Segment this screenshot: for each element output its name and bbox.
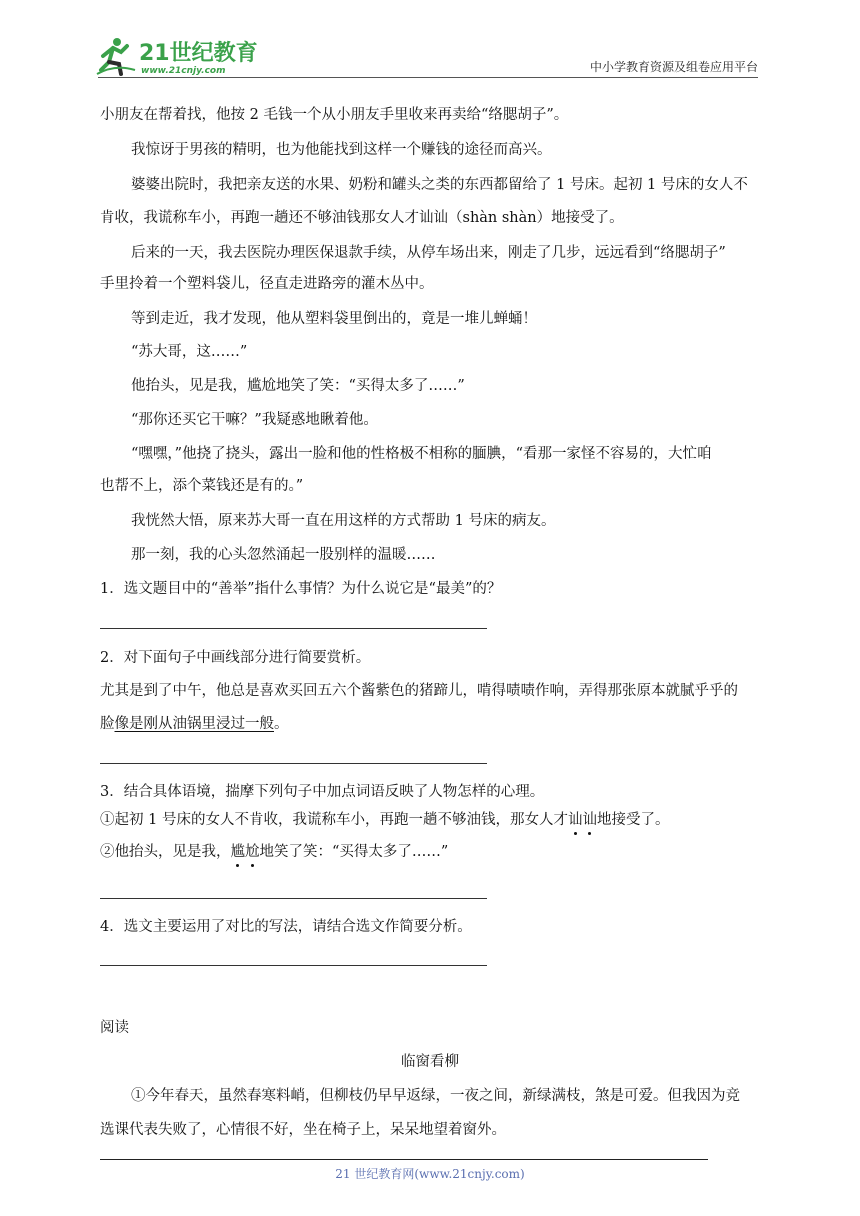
passage-line: “苏大哥，这……” xyxy=(131,344,248,360)
passage-line: 手里拎着一个塑料袋儿，径直走进路旁的灌木丛中。 xyxy=(100,276,434,292)
site-logo xyxy=(95,34,265,78)
question-2-sentence: 尤其是到了中午，他总是喜欢买回五六个酱紫色的猪蹄儿，啃得啧啧作响，弄得那张原本就腻乎乎的 xyxy=(100,683,738,699)
passage-line: 后来的一天，我去医院办理医保退款手续，从停车场出来，刚走了几步，远远看到“络腮胡子” xyxy=(131,245,726,261)
question-1: 1．选文题目中的“善举”指什么事情？为什么说它是“最美”的？ xyxy=(100,581,502,597)
reading-paragraph-line: 选课代表失败了，心情很不好，坐在椅子上，呆呆地望着窗外。 xyxy=(100,1122,506,1138)
reading-label: 阅读 xyxy=(100,1020,129,1036)
passage-line: 我恍然大悟，原来苏大哥一直在用这样的方式帮助 1 号床的病友。 xyxy=(131,513,556,529)
header-platform-text: 中小学教育资源及组卷应用平台 xyxy=(589,60,758,74)
header-divider xyxy=(98,77,758,78)
runner-icon xyxy=(97,38,135,74)
footer-link[interactable]: 21 世纪教育网(www.21cnjy.com) xyxy=(335,1167,525,1181)
dotted-char: 尬 xyxy=(245,844,260,860)
question-4: 4．选文主要运用了对比的写法，请结合选文作简要分析。 xyxy=(100,919,472,935)
passage-line: 他抬头，见是我，尴尬地笑了笑：“买得太多了……” xyxy=(131,378,465,394)
passage-line: 婆婆出院时，我把亲友送的水果、奶粉和罐头之类的东西都留给了 1 号床。起初 1 号床的女人不 xyxy=(131,177,748,193)
passage-line: 那一刻，我的心头忽然涌起一股别样的温暖…… xyxy=(131,547,436,563)
dotted-char: 尴 xyxy=(230,844,245,860)
passage-line: “那你还买它干嘛？”我疑惑地瞅着他。 xyxy=(131,412,378,428)
passage-line: 等到走近，我才发现，他从塑料袋里倒出的，竟是一堆儿蝉蛹！ xyxy=(131,311,537,327)
question-3: 3．结合具体语境，揣摩下列句子中加点词语反映了人物怎样的心理。 xyxy=(100,784,545,800)
answer-line xyxy=(100,965,487,966)
answer-line xyxy=(100,898,487,899)
question-3-item-2: ②他抬头，见是我，尴尬地笑了笑：“买得太多了……” xyxy=(100,844,449,860)
reading-title: 临窗看柳 xyxy=(401,1054,459,1070)
question-2-sentence-end: 脸像是刚从油锅里浸过一般。 xyxy=(100,716,289,732)
svg-text:www.21cnjy.com: www.21cnjy.com xyxy=(141,66,226,76)
svg-text:21世纪教育: 21世纪教育 xyxy=(139,41,258,66)
question-2: 2．对下面句子中画线部分进行简要赏析。 xyxy=(100,650,371,666)
dotted-char: 讪 xyxy=(567,812,583,828)
passage-line: 小朋友在帮着找，他按 2 毛钱一个从小朋友手里收来再卖给“络腮胡子”。 xyxy=(100,107,569,123)
question-3-item-1: ①起初 1 号床的女人不肯收，我谎称车小，再跑一趟不够油钱，那女人才讪讪地接受了。 xyxy=(100,812,670,828)
answer-line xyxy=(100,763,487,764)
answer-line xyxy=(100,628,487,629)
passage-line: 我惊讶于男孩的精明，也为他能找到这样一个赚钱的途径而高兴。 xyxy=(131,142,552,158)
footer-divider xyxy=(100,1159,708,1160)
passage-line: 肯收，我谎称车小，再跑一趟还不够油钱那女人才讪讪（shàn shàn）地接受了。 xyxy=(100,210,624,226)
passage-line: “嘿嘿，”他挠了挠头，露出一脸和他的性格极不相称的腼腆，“看那一家怪不容易的，大忙咱 xyxy=(131,446,712,462)
reading-paragraph-line: ①今年春天，虽然春寒料峭，但柳枝仍早早返绿，一夜之间，新绿满枝，煞是可爱。但我因为竞 xyxy=(131,1088,740,1104)
passage-line: 也帮不上，添个菜钱还是有的。” xyxy=(100,478,304,494)
underlined-phrase: 像是刚从油锅里浸过一般 xyxy=(114,716,274,732)
dotted-char: 讪 xyxy=(582,812,597,828)
